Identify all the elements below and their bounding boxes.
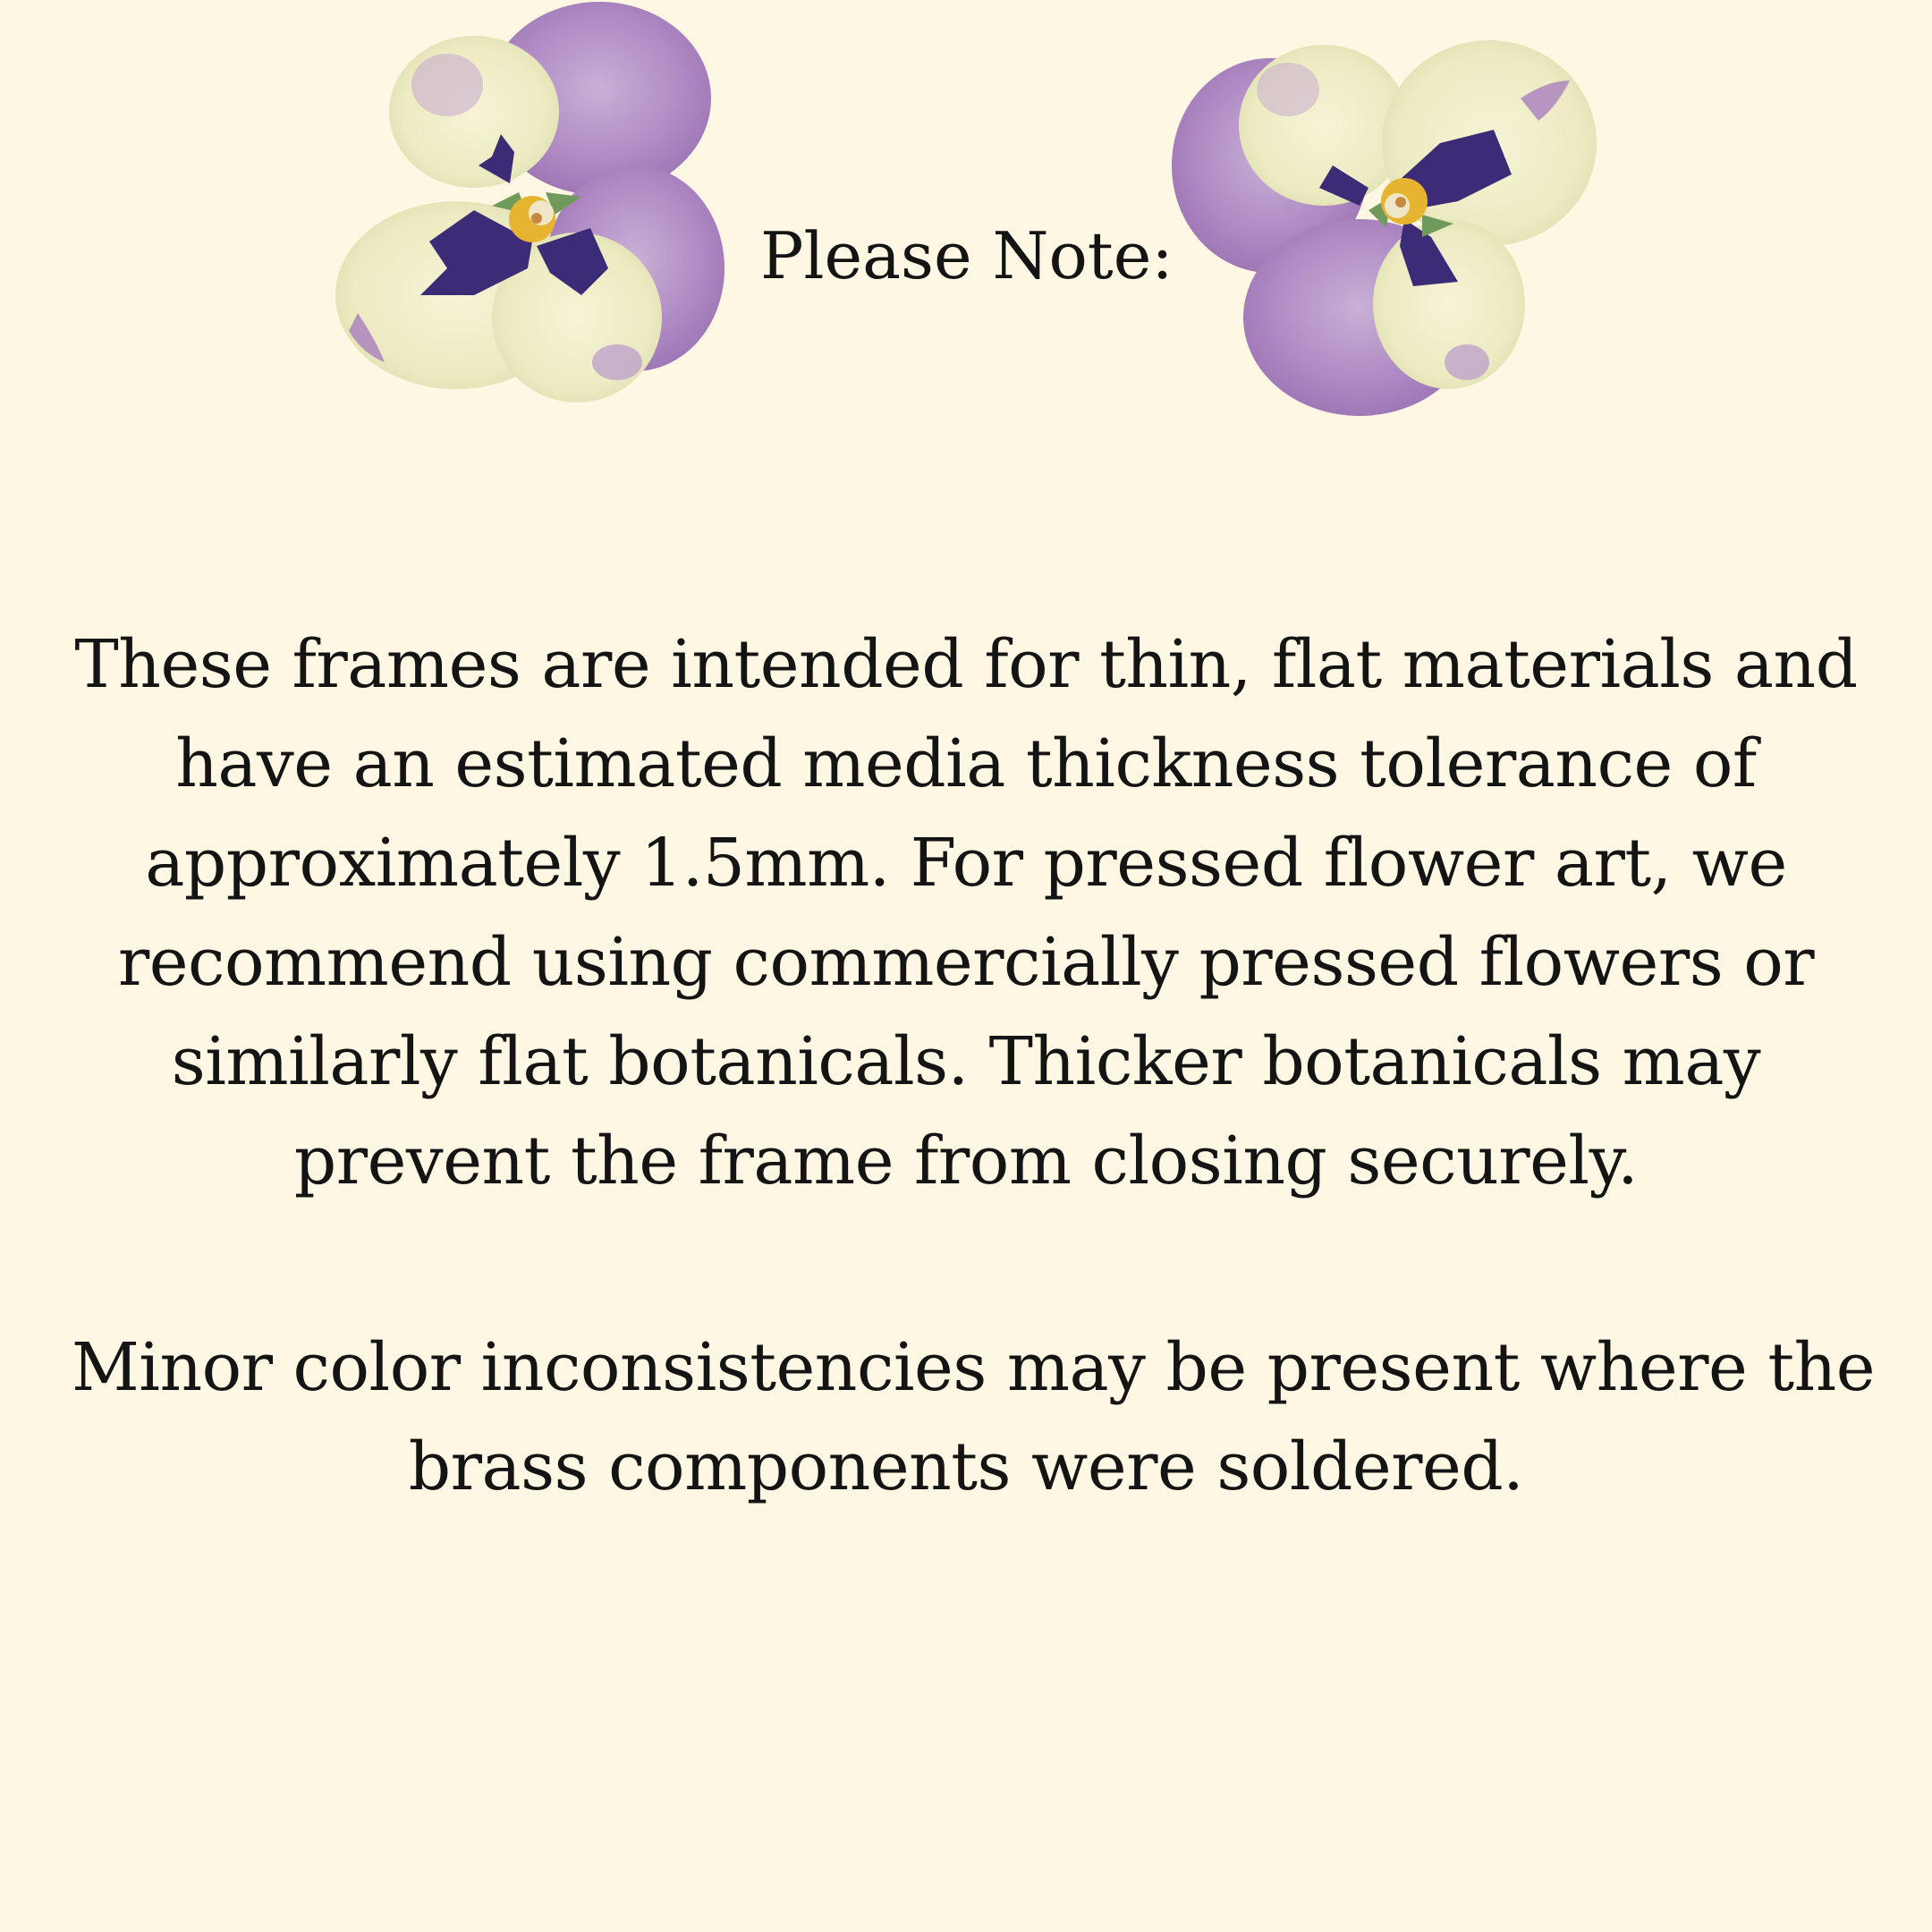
- text-line: recommend using commercially pressed flowers or: [117, 924, 1815, 1001]
- text-line: have an estimated media thickness tolerance of: [175, 725, 1757, 802]
- text-line: approximately 1.5mm. For pressed flower art, we: [145, 825, 1787, 902]
- pressed-pansy-left-image: [322, 0, 751, 411]
- solder-color-note: [72, 1318, 1876, 1517]
- text-line: similarly flat botanicals. Thicker botanicals may: [171, 1023, 1761, 1100]
- frame-thickness-note: [72, 615, 1860, 1211]
- pressed-pansy-right-image: [1163, 9, 1610, 429]
- please-note-heading: Please Note:: [760, 218, 1174, 293]
- text-line: prevent the frame from closing securely.: [293, 1123, 1639, 1199]
- text-line: brass components were soldered.: [408, 1428, 1524, 1505]
- text-line: Minor color inconsistencies may be present where the: [72, 1329, 1876, 1406]
- text-line: These frames are intended for thin, flat materials and: [74, 626, 1858, 703]
